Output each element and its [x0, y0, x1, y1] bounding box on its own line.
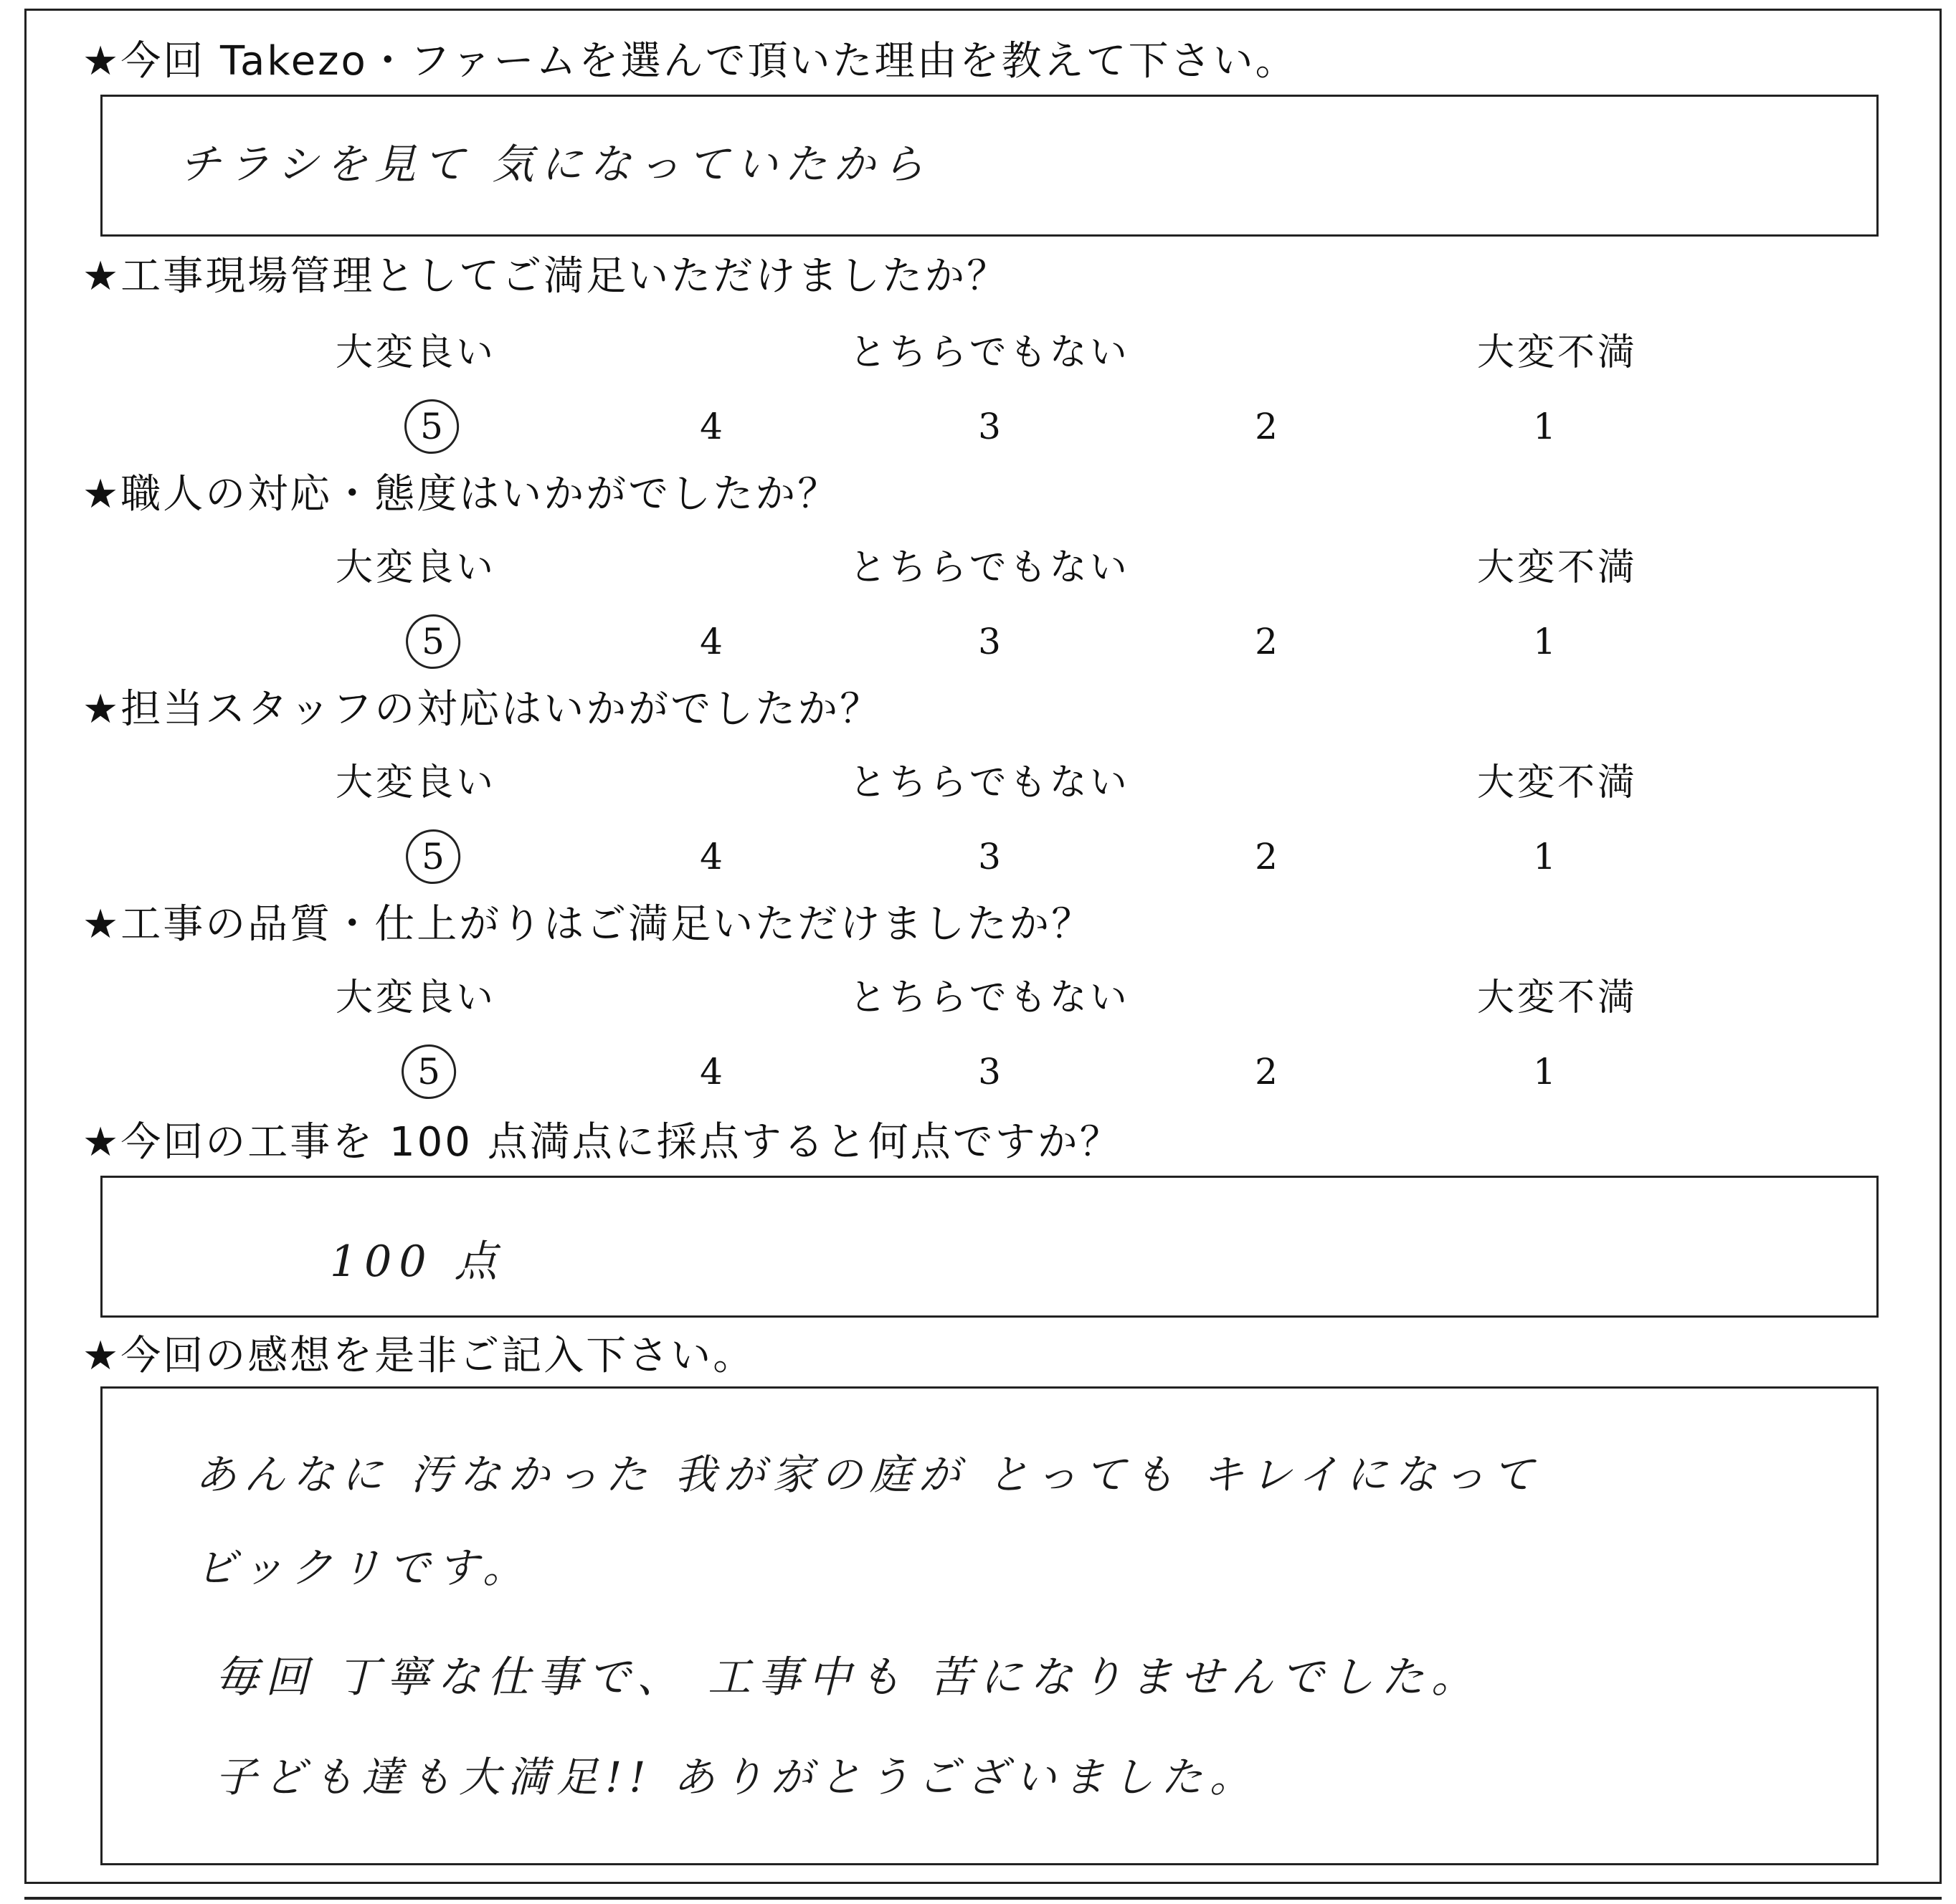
rating-option-5[interactable]: 5 — [422, 621, 445, 662]
question-score: ★今回の工事を 100 点満点に採点すると何点ですか？ — [82, 1119, 1122, 1166]
rating-option-3[interactable]: 3 — [978, 621, 1001, 662]
scale-label-worst: 大変不満 — [1476, 976, 1638, 1019]
impression-line: ビックリです。 — [195, 1543, 532, 1592]
rating-option-1[interactable]: 1 — [1533, 406, 1556, 447]
scale-label-worst: 大変不満 — [1476, 331, 1638, 374]
rating-option-3[interactable]: 3 — [978, 1051, 1001, 1093]
rating-option-4[interactable]: 4 — [700, 836, 723, 877]
bottom-rule — [24, 1897, 1942, 1900]
rating-option-1[interactable]: 1 — [1533, 1051, 1556, 1093]
rating-option-4[interactable]: 4 — [700, 1051, 723, 1093]
rating-option-2[interactable]: 2 — [1255, 836, 1278, 877]
rating-option-3[interactable]: 3 — [978, 406, 1001, 447]
question-site-management: ★工事現場管理としてご満足いただけましたか？ — [82, 253, 1010, 300]
question-reason: ★今回 Takezo・ファームを選んで頂いた理由を教えて下さい。 — [82, 38, 1298, 85]
question-staff: ★担当スタッフの対応はいかがでしたか？ — [82, 686, 883, 733]
scale-label-best: 大変良い — [335, 976, 497, 1019]
scale-label-worst: 大変不満 — [1476, 546, 1638, 589]
scale-label-best: 大変良い — [335, 546, 497, 589]
scale-label-best: 大変良い — [335, 331, 497, 374]
rating-option-1[interactable]: 1 — [1533, 621, 1556, 662]
answer-score-text: 100 点 — [330, 1237, 505, 1287]
scale-label-neutral: とちらでもない — [849, 546, 1130, 589]
scale-label-neutral: とちらでもない — [849, 976, 1130, 1019]
impression-line: 毎回 丁寧な仕事で、 工事中も 苦になりませんでした。 — [215, 1652, 1482, 1703]
question-craftsmen: ★職人の対応・態度はいかがでしたか？ — [82, 471, 840, 518]
rating-option-5[interactable]: 5 — [420, 406, 443, 447]
rating-option-4[interactable]: 4 — [700, 621, 723, 662]
rating-option-5[interactable]: 5 — [417, 1051, 440, 1093]
answer-reason-text: チラシを見て 気になっていたから — [179, 140, 931, 189]
rating-option-1[interactable]: 1 — [1533, 836, 1556, 877]
rating-option-2[interactable]: 2 — [1255, 406, 1278, 447]
scale-label-neutral: とちらでもない — [849, 761, 1130, 804]
question-impressions: ★今回の感想を是非ご記入下さい。 — [82, 1333, 756, 1379]
rating-option-4[interactable]: 4 — [700, 406, 723, 447]
impression-line: 子ども達も大満足!! ありがとうございました。 — [215, 1753, 1259, 1801]
scale-label-neutral: とちらでもない — [849, 331, 1130, 374]
rating-option-3[interactable]: 3 — [978, 836, 1001, 877]
scale-label-best: 大変良い — [335, 761, 497, 804]
impression-line: あんなに 汚なかった 我が家の庭が とっても キレイになって — [195, 1450, 1542, 1499]
scale-label-worst: 大変不満 — [1476, 761, 1638, 804]
rating-option-2[interactable]: 2 — [1255, 621, 1278, 662]
rating-option-2[interactable]: 2 — [1255, 1051, 1278, 1093]
rating-option-5[interactable]: 5 — [422, 836, 445, 877]
question-quality: ★工事の品質・仕上がりはご満足いただけましたか？ — [82, 901, 1094, 948]
